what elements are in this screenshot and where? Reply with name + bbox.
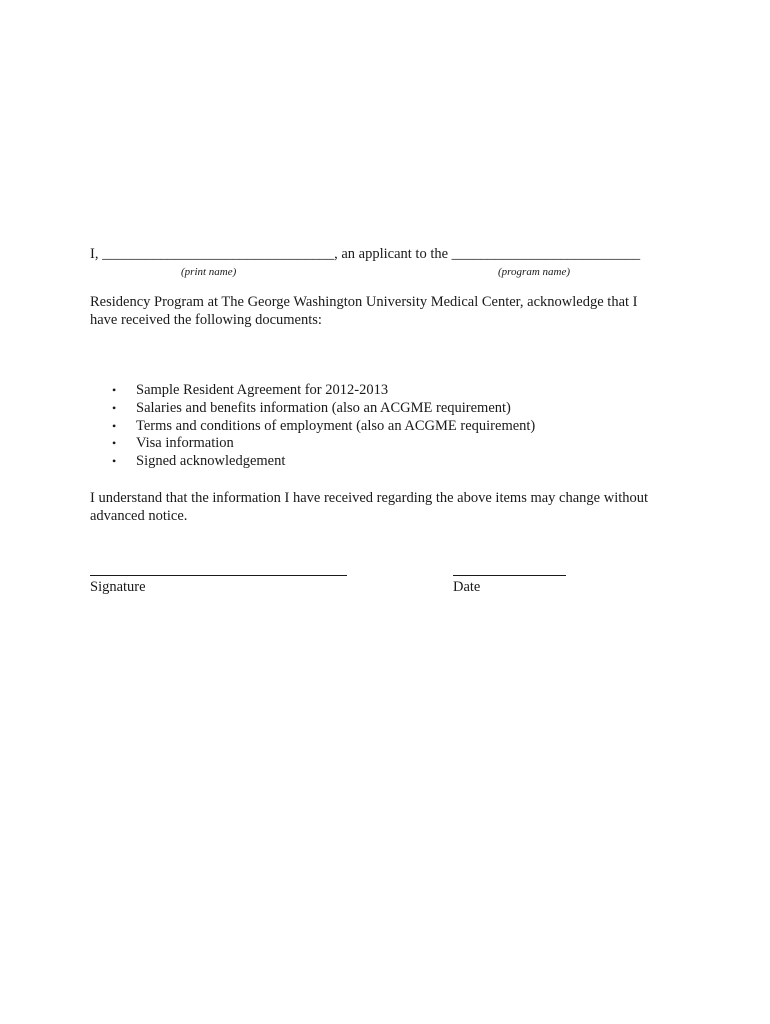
print-name-blank[interactable]: ________________________________ bbox=[102, 246, 335, 262]
list-item-label: Visa information bbox=[136, 435, 234, 452]
signature-line[interactable] bbox=[90, 575, 347, 576]
list-item bbox=[90, 399, 535, 417]
notice-line-2: advanced notice. bbox=[90, 508, 188, 524]
acknowledgement-line-2: have received the following documents: bbox=[90, 312, 322, 328]
documents-list bbox=[90, 381, 535, 470]
notice-paragraph bbox=[90, 489, 690, 525]
bullet-icon: • bbox=[112, 400, 117, 415]
statement-middle: , an applicant to the bbox=[334, 246, 449, 262]
bullet-icon: • bbox=[112, 418, 117, 433]
list-item-label: Signed acknowledgement bbox=[136, 453, 286, 470]
list-item bbox=[90, 452, 535, 470]
signature-label: Signature bbox=[90, 579, 146, 595]
list-item-label: Salaries and benefits information (also an ACGME requirement) bbox=[136, 399, 511, 416]
bullet-icon: • bbox=[112, 436, 117, 451]
date-line[interactable] bbox=[453, 575, 566, 576]
list-item bbox=[90, 417, 535, 435]
list-item bbox=[90, 381, 535, 399]
bullet-icon: • bbox=[112, 454, 117, 469]
list-item-label: Sample Resident Agreement for 2012-2013 bbox=[136, 382, 389, 398]
bullet-icon: • bbox=[112, 383, 117, 397]
date-label: Date bbox=[453, 579, 481, 595]
acknowledgement-line-1: Residency Program at The George Washington University Medical Center, acknowledge that I bbox=[90, 294, 638, 310]
print-name-caption: (print name) bbox=[181, 266, 237, 278]
statement-prefix: I, bbox=[90, 246, 99, 262]
program-name-blank[interactable]: __________________________ bbox=[451, 246, 641, 262]
acknowledgement-paragraph bbox=[90, 293, 690, 329]
list-item-label: Terms and conditions of employment (also an ACGME requirement) bbox=[136, 417, 536, 434]
list-item bbox=[90, 434, 535, 452]
notice-line-1: I understand that the information I have received regarding the above items may change without bbox=[90, 490, 649, 506]
program-name-caption: (program name) bbox=[498, 266, 570, 278]
applicant-statement-line bbox=[90, 245, 640, 263]
